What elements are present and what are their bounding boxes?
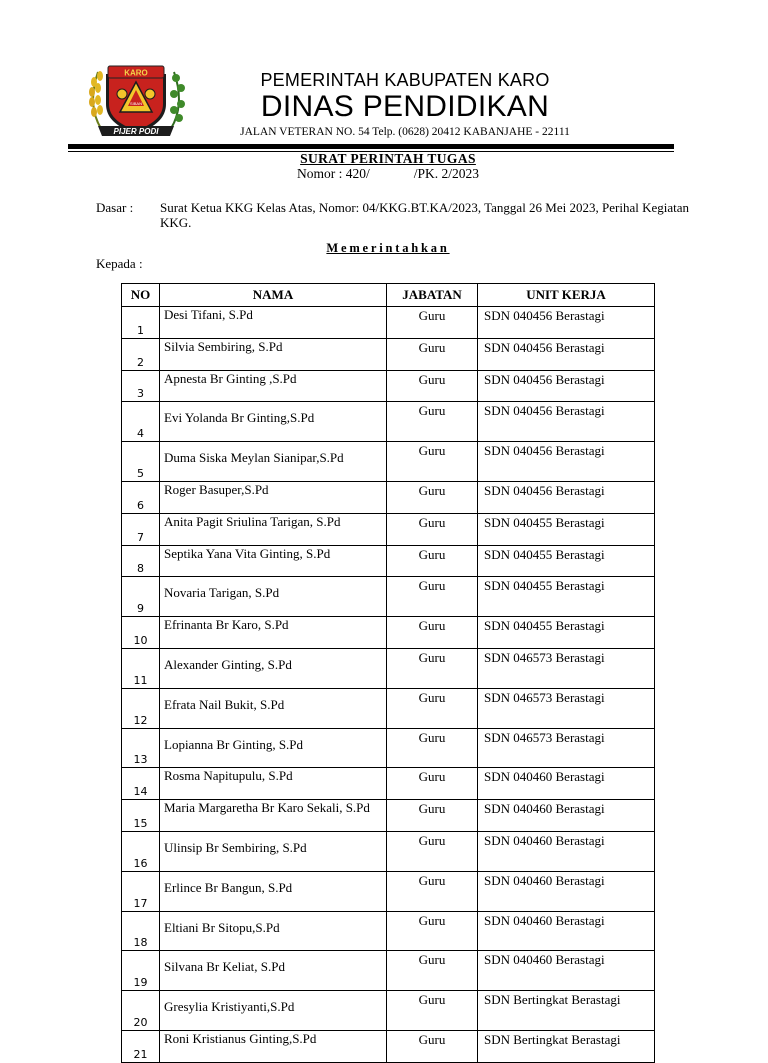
cell-no: 11	[122, 648, 160, 688]
assignment-table	[121, 283, 655, 1063]
dasar-text: Surat Ketua KKG Kelas Atas, Nomor: 04/KKG.BT.KA/2023, Tanggal 26 Mei 2023, Perihal Kegiatan KKG.	[160, 200, 689, 230]
table-row	[122, 1030, 655, 1062]
cell-no: 6	[122, 481, 160, 513]
table-row	[122, 338, 655, 370]
header-nama: NAMA	[160, 284, 387, 307]
cell-nama: Roger Basuper,S.Pd	[160, 481, 387, 513]
cell-unit-kerja: SDN 040456 Berastagi	[478, 481, 655, 513]
cell-nama: Anita Pagit Sriulina Tarigan, S.Pd	[160, 513, 387, 545]
table-row	[122, 648, 655, 688]
cell-no: 2	[122, 338, 160, 370]
letter-number	[0, 166, 768, 182]
cell-no: 4	[122, 402, 160, 442]
memerintahkan-heading: Memerintahkan	[326, 241, 450, 255]
cell-nama: Silvia Sembiring, S.Pd	[160, 338, 387, 370]
cell-no: 18	[122, 911, 160, 951]
cell-no: 20	[122, 991, 160, 1031]
table-row	[122, 307, 655, 339]
cell-no: 1	[122, 307, 160, 339]
cell-no: 13	[122, 728, 160, 768]
cell-no: 15	[122, 800, 160, 832]
cell-jabatan: Guru	[387, 545, 478, 577]
header-unit-kerja: UNIT KERJA	[478, 284, 655, 307]
table-row	[122, 991, 655, 1031]
cell-no: 21	[122, 1030, 160, 1062]
cell-nama: Septika Yana Vita Ginting, S.Pd	[160, 545, 387, 577]
cell-jabatan: Guru	[387, 370, 478, 402]
cell-jabatan: Guru	[387, 871, 478, 911]
cell-no: 19	[122, 951, 160, 991]
table-row	[122, 617, 655, 649]
cell-jabatan: Guru	[387, 577, 478, 617]
kepada-label: Kepada :	[96, 256, 143, 271]
agency-name: DINAS PENDIDIKAN	[260, 90, 550, 123]
cell-nama: Alexander Ginting, S.Pd	[160, 648, 387, 688]
cell-no: 17	[122, 871, 160, 911]
cell-nama: Duma Siska Meylan Sianipar,S.Pd	[160, 442, 387, 482]
cell-nama: Gresylia Kristiyanti,S.Pd	[160, 991, 387, 1031]
cell-jabatan: Guru	[387, 513, 478, 545]
cell-nama: Eltiani Br Sitopu,S.Pd	[160, 911, 387, 951]
cell-nama: Apnesta Br Ginting ,S.Pd	[160, 370, 387, 402]
cell-jabatan: Guru	[387, 338, 478, 370]
table-row	[122, 831, 655, 871]
table-header-row	[122, 284, 655, 307]
dasar-label: Dasar :	[96, 200, 134, 215]
cell-jabatan: Guru	[387, 617, 478, 649]
cell-nama: Efrinanta Br Karo, S.Pd	[160, 617, 387, 649]
table-row	[122, 911, 655, 951]
cell-jabatan: Guru	[387, 800, 478, 832]
svg-text:KARO: KARO	[124, 68, 148, 78]
cell-unit-kerja: SDN 040460 Berastagi	[478, 871, 655, 911]
cell-no: 12	[122, 688, 160, 728]
cell-jabatan: Guru	[387, 442, 478, 482]
cell-unit-kerja: SDN 040460 Berastagi	[478, 768, 655, 800]
cell-unit-kerja: SDN 040456 Berastagi	[478, 442, 655, 482]
table-row	[122, 545, 655, 577]
cell-nama: Lopianna Br Ginting, S.Pd	[160, 728, 387, 768]
header-no: NO	[122, 284, 160, 307]
cell-nama: Rosma Napitupulu, S.Pd	[160, 768, 387, 800]
cell-nama: Desi Tifani, S.Pd	[160, 307, 387, 339]
table-row	[122, 577, 655, 617]
cell-nama: Silvana Br Keliat, S.Pd	[160, 951, 387, 991]
karo-regency-logo	[84, 60, 188, 144]
cell-unit-kerja: SDN 046573 Berastagi	[478, 648, 655, 688]
letter-title: SURAT PERINTAH TUGAS	[300, 151, 476, 166]
header-rule-thick	[68, 144, 674, 149]
cotton-branch-icon	[170, 72, 185, 130]
cell-unit-kerja: SDN 040455 Berastagi	[478, 513, 655, 545]
table-row	[122, 481, 655, 513]
cell-no: 7	[122, 513, 160, 545]
cell-no: 9	[122, 577, 160, 617]
cell-unit-kerja: SDN 040456 Berastagi	[478, 338, 655, 370]
cell-jabatan: Guru	[387, 307, 478, 339]
table-row	[122, 728, 655, 768]
cell-jabatan: Guru	[387, 481, 478, 513]
cell-jabatan: Guru	[387, 951, 478, 991]
cell-unit-kerja: SDN 046573 Berastagi	[478, 728, 655, 768]
letter-number-suffix: /PK. 2/2023	[413, 166, 479, 181]
cell-no: 3	[122, 370, 160, 402]
cell-unit-kerja: SDN 040455 Berastagi	[478, 577, 655, 617]
rice-stalk-icon	[89, 71, 103, 130]
cell-jabatan: Guru	[387, 688, 478, 728]
cell-unit-kerja: SDN Bertingkat Berastagi	[478, 991, 655, 1031]
cell-jabatan: Guru	[387, 768, 478, 800]
cell-jabatan: Guru	[387, 402, 478, 442]
header-jabatan: JABATAN	[387, 284, 478, 307]
cell-unit-kerja: SDN 046573 Berastagi	[478, 688, 655, 728]
cell-nama: Erlince Br Bangun, S.Pd	[160, 871, 387, 911]
svg-text:SIBAN: SIBAN	[129, 101, 143, 106]
cell-unit-kerja: SDN 040456 Berastagi	[478, 307, 655, 339]
letter-number-prefix: Nomor : 420/	[296, 166, 370, 181]
cell-nama: Evi Yolanda Br Ginting,S.Pd	[160, 402, 387, 442]
cell-jabatan: Guru	[387, 1030, 478, 1062]
cell-jabatan: Guru	[387, 648, 478, 688]
cell-unit-kerja: SDN 040455 Berastagi	[478, 617, 655, 649]
cell-unit-kerja: SDN 040460 Berastagi	[478, 911, 655, 951]
table-row	[122, 871, 655, 911]
cell-unit-kerja: SDN 040456 Berastagi	[478, 370, 655, 402]
table-row	[122, 402, 655, 442]
cell-jabatan: Guru	[387, 728, 478, 768]
table-row	[122, 688, 655, 728]
cell-no: 8	[122, 545, 160, 577]
cell-jabatan: Guru	[387, 991, 478, 1031]
cell-no: 14	[122, 768, 160, 800]
cell-unit-kerja: SDN 040456 Berastagi	[478, 402, 655, 442]
table-row	[122, 800, 655, 832]
cell-jabatan: Guru	[387, 831, 478, 871]
table-row	[122, 768, 655, 800]
government-name: PEMERINTAH KABUPATEN KARO	[260, 70, 550, 90]
cell-nama: Novaria Tarigan, S.Pd	[160, 577, 387, 617]
table-row	[122, 951, 655, 991]
cell-no: 16	[122, 831, 160, 871]
cell-unit-kerja: SDN Bertingkat Berastagi	[478, 1030, 655, 1062]
table-row	[122, 513, 655, 545]
cell-nama: Efrata Nail Bukit, S.Pd	[160, 688, 387, 728]
cell-unit-kerja: SDN 040460 Berastagi	[478, 831, 655, 871]
agency-address: JALAN VETERAN NO. 54 Telp. (0628) 20412 KABANJAHE - 22111	[240, 126, 570, 138]
cell-no: 5	[122, 442, 160, 482]
cell-unit-kerja: SDN 040455 Berastagi	[478, 545, 655, 577]
cell-jabatan: Guru	[387, 911, 478, 951]
cell-nama: Ulinsip Br Sembiring, S.Pd	[160, 831, 387, 871]
cell-nama: Maria Margaretha Br Karo Sekali, S.Pd	[160, 800, 387, 832]
cell-nama: Roni Kristianus Ginting,S.Pd	[160, 1030, 387, 1062]
cell-unit-kerja: SDN 040460 Berastagi	[478, 951, 655, 991]
table-row	[122, 442, 655, 482]
cell-unit-kerja: SDN 040460 Berastagi	[478, 800, 655, 832]
svg-text:PIJER PODI: PIJER PODI	[113, 127, 159, 136]
table-row	[122, 370, 655, 402]
cell-no: 10	[122, 617, 160, 649]
